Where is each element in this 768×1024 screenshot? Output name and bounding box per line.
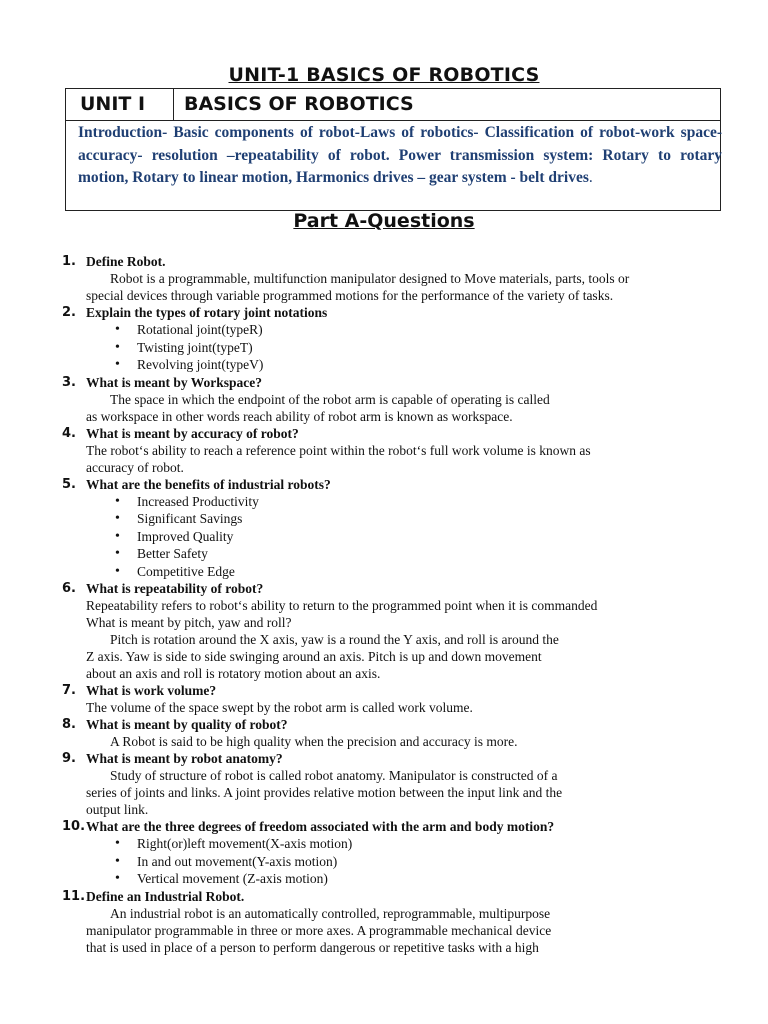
question-number: 1. — [62, 254, 76, 269]
answer-line: Z axis. Yaw is side to side swinging around an axis. Pitch is up and down movement — [86, 649, 542, 664]
question-text: Explain the types of rotary joint notations — [86, 305, 328, 320]
question — [0, 818, 768, 835]
question — [0, 888, 768, 905]
question-number: 5. — [62, 476, 76, 492]
answer-line: output link. — [86, 802, 149, 817]
question-number: 8. — [62, 717, 76, 732]
question — [0, 682, 768, 699]
answer-line: accuracy of robot. — [86, 459, 184, 475]
question-text: What is meant by accuracy of robot? — [86, 425, 299, 441]
answer-line: The space in which the endpoint of the robot arm is capable of operating is called — [110, 391, 550, 407]
question-text: Define Robot. — [86, 254, 166, 269]
question-text: What is meant by Workspace? — [86, 374, 263, 390]
answer-line: special devices through variable programmed motions for the performance of the variety of tasks. — [86, 288, 614, 303]
question-number: 11. — [62, 888, 86, 904]
question — [0, 304, 768, 321]
syllabus-topics: Introduction- Basic components of robot-Laws of robotics- Classification of robot-work space-accuracy- resolution –repeatability of robot. Power transmission system: Rotary to rotary motion, Rotary to linear motion, Harmonics drives – gear system - belt drives — [78, 124, 722, 186]
answer-line: that is used in place of a person to perform dangerous or repetitive tasks with a high — [86, 939, 539, 955]
bullet-item: • Right(or)left movement(X-axis motion) — [0, 835, 768, 853]
bullet-list — [0, 835, 768, 888]
unit-name: BASICS OF ROBOTICS — [184, 93, 414, 115]
bullet-item: • Competitive Edge — [0, 563, 768, 581]
question — [0, 750, 768, 767]
answer-line: series of joints and links. A joint provides relative motion between the input link and the — [86, 785, 563, 800]
question-text: What is meant by quality of robot? — [86, 717, 288, 732]
syllabus-table-header-row — [66, 89, 720, 121]
question-text: What is repeatability of robot? — [86, 581, 264, 596]
answer-line: A Robot is said to be high quality when the precision and accuracy is more. — [110, 734, 518, 749]
question-text: What are the three degrees of freedom associated with the arm and body motion? — [86, 819, 555, 834]
question-number: 6. — [62, 581, 76, 596]
bullet-item: • Revolving joint(typeV) — [0, 356, 768, 374]
syllabus-table — [65, 88, 721, 211]
question-number: 7. — [62, 683, 76, 698]
syllabus-end: . — [588, 169, 593, 186]
answer-line: What is meant by pitch, yaw and roll? — [86, 615, 292, 630]
bullet-item: • Improved Quality — [0, 528, 768, 546]
bullet-item: • Vertical movement (Z-axis motion) — [0, 870, 768, 888]
unit-label: UNIT I — [66, 89, 174, 120]
answer-line: The volume of the space swept by the robot arm is called work volume. — [86, 700, 473, 715]
bullet-item: • Better Safety — [0, 545, 768, 563]
bullet-list — [0, 493, 768, 581]
question-number: 3. — [62, 374, 76, 390]
question — [0, 253, 768, 270]
question-list — [0, 253, 768, 956]
answer-line: Pitch is rotation around the X axis, yaw is a round the Y axis, and roll is around the — [110, 632, 559, 647]
question — [0, 374, 768, 391]
part-title: Part A-Questions — [293, 210, 475, 232]
question-number: 10. — [62, 819, 86, 834]
bullet-item: • Increased Productivity — [0, 493, 768, 511]
question-text: What is work volume? — [86, 683, 217, 698]
question-text: What are the benefits of industrial robots? — [86, 476, 331, 492]
question-text: Define an Industrial Robot. — [86, 888, 245, 904]
unit-title: UNIT-1 BASICS OF ROBOTICS — [228, 64, 540, 86]
question-number: 4. — [62, 425, 76, 441]
bullet-item: • Significant Savings — [0, 510, 768, 528]
question — [0, 476, 768, 493]
answer-line: Robot is a programmable, multifunction manipulator designed to Move materials, parts, tools or — [110, 271, 630, 286]
answer-line: Study of structure of robot is called robot anatomy. Manipulator is constructed of a — [110, 768, 558, 783]
bullet-item: • Rotational joint(typeR) — [0, 321, 768, 339]
question — [0, 580, 768, 597]
bullet-list — [0, 321, 768, 374]
answer-line: An industrial robot is an automatically controlled, reprogrammable, multipurpose — [110, 905, 551, 921]
bullet-item: • In and out movement(Y-axis motion) — [0, 853, 768, 871]
bullet-item: • Twisting joint(typeT) — [0, 339, 768, 357]
answer-line: manipulator programmable in three or more axes. A programmable mechanical device — [86, 922, 552, 938]
question-number: 2. — [62, 305, 76, 320]
question — [0, 716, 768, 733]
syllabus-text — [78, 122, 722, 190]
answer-line: about an axis and roll is rotatory motion about an axis. — [86, 666, 381, 681]
answer-line: The robot‘s ability to reach a reference point within the robot‘s full work volume is known as — [86, 442, 591, 458]
question-text: What is meant by robot anatomy? — [86, 751, 283, 766]
answer-line: Repeatability refers to robot‘s ability to return to the programmed point when it is commanded — [86, 598, 598, 613]
answer-line: as workspace in other words reach ability of robot arm is known as workspace. — [86, 408, 513, 424]
question — [0, 425, 768, 442]
question-number: 9. — [62, 751, 76, 766]
